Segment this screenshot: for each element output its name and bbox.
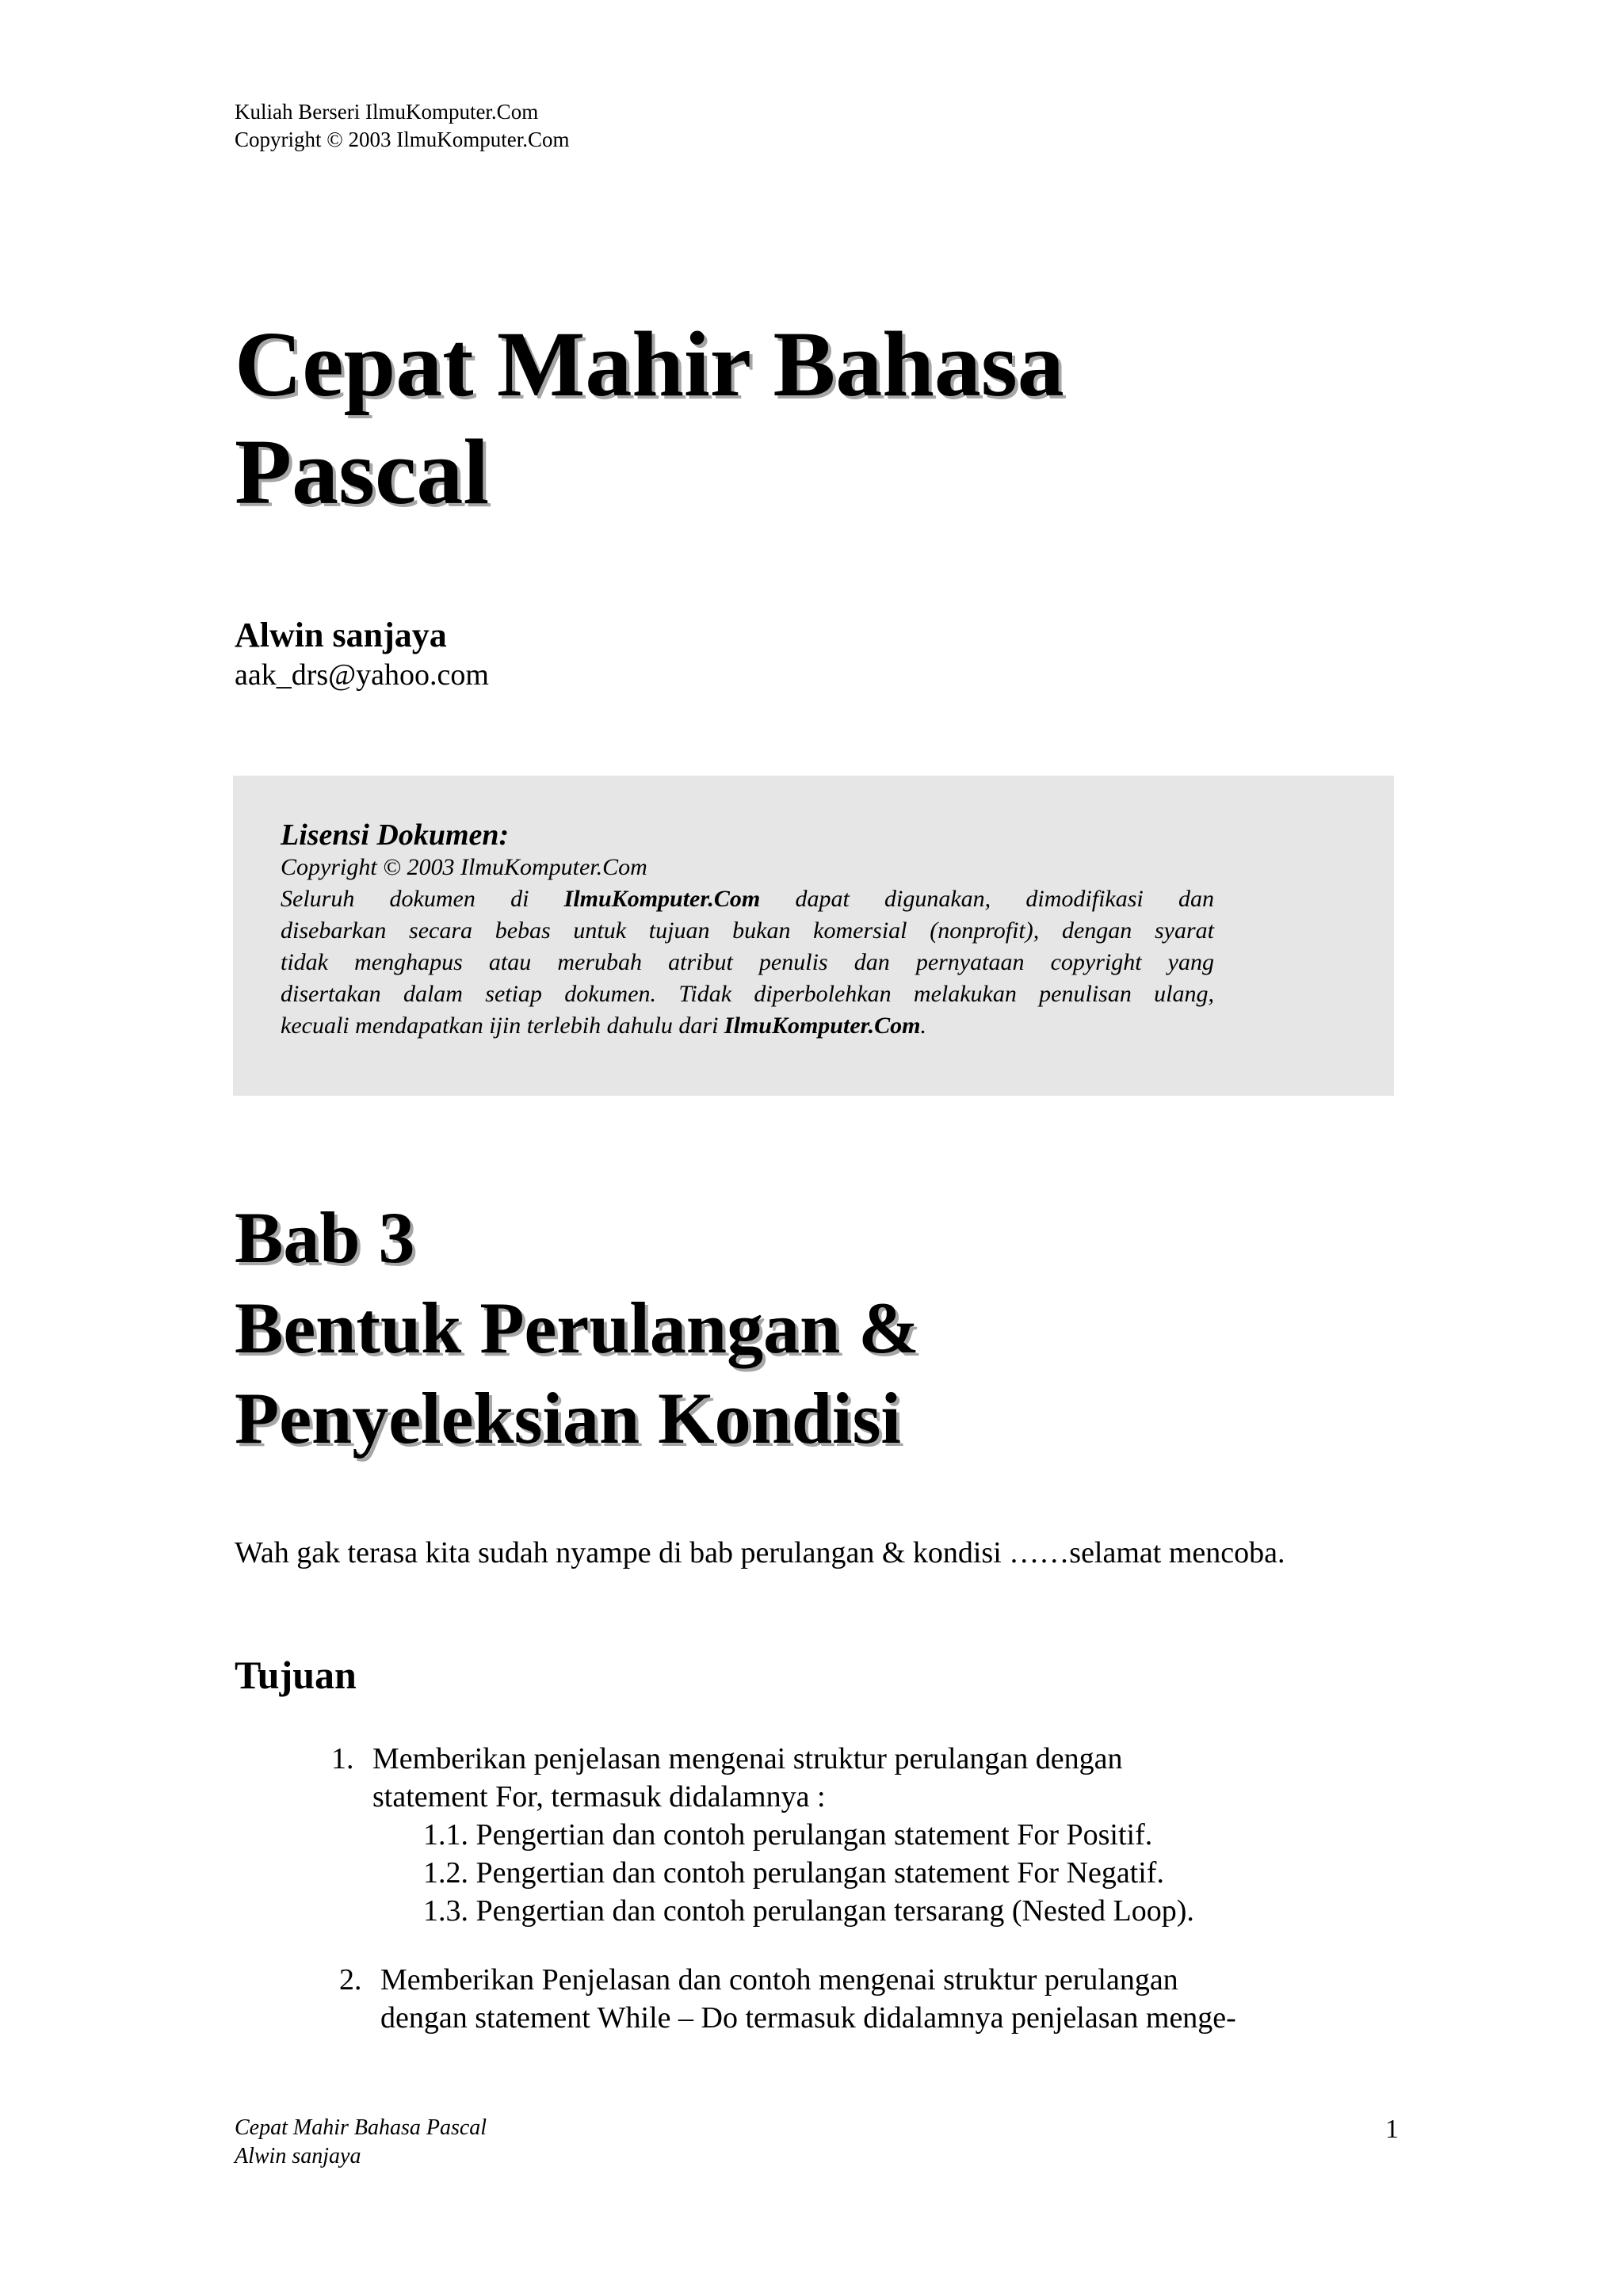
document-title <box>235 311 1064 526</box>
license-copyright: Copyright © 2003 IlmuKomputer.Com <box>281 854 647 880</box>
page-header <box>235 98 570 154</box>
list-number: 2. <box>339 1963 362 1997</box>
objective-text: Memberikan Penjelasan dan contoh mengenai struktur perulangan <box>380 1963 1178 1997</box>
author-email: aak_drs@yahoo.com <box>235 658 489 692</box>
objective-list-item <box>331 1740 1194 1930</box>
header-series-line: Kuliah Berseri IlmuKomputer.Com <box>235 100 539 124</box>
document-title-line-1: Cepat Mahir Bahasa <box>235 312 1064 416</box>
license-text-fragment: kecuali mendapatkan ijin terlebih dahulu dari <box>281 1013 719 1039</box>
objective-line <box>331 1740 1194 1778</box>
chapter-title-line-2: Penyeleksian Kondisi <box>235 1378 901 1459</box>
objective-continuation: statement For, termasuk didalamnya : <box>372 1780 826 1814</box>
intro-paragraph: Wah gak terasa kita sudah nyampe di bab perulangan & kondisi ……selamat mencoba. <box>235 1536 1285 1569</box>
objective-list-item <box>339 1961 1236 2037</box>
license-brand-name: IlmuKomputer.Com <box>563 886 761 912</box>
page-number: 1 <box>1385 2115 1399 2144</box>
page-footer <box>235 2114 487 2171</box>
license-text-line-4: disertakan dalam setiap dokumen. Tidak diperbolehkan melakukan penulisan ulang, <box>281 981 1214 1007</box>
section-heading-tujuan: Tujuan <box>235 1653 357 1697</box>
chapter-title-line-1: Bentuk Perulangan & <box>235 1287 919 1368</box>
license-text-fragment: . <box>920 1013 926 1039</box>
license-content <box>281 818 1214 1042</box>
footer-author: Alwin sanjaya <box>235 2144 361 2168</box>
license-text-fragment: dapat digunakan, dimodifikasi dan <box>795 886 1214 912</box>
header-copyright-line: Copyright © 2003 IlmuKomputer.Com <box>235 128 570 151</box>
document-title-line-2: Pascal <box>235 420 490 524</box>
license-brand-name: IlmuKomputer.Com <box>724 1013 921 1039</box>
license-text-line-1 <box>281 883 1214 915</box>
author-name: Alwin sanjaya <box>235 616 447 654</box>
list-number: 1. <box>331 1742 354 1775</box>
license-text-line-5 <box>281 1010 1214 1042</box>
license-text-line-3: tidak menghapus atau merubah atribut penulis dan pernyataan copyright yang <box>281 949 1214 975</box>
footer-document-title: Cepat Mahir Bahasa Pascal <box>235 2115 487 2140</box>
objective-text: Memberikan penjelasan mengenai struktur perulangan dengan <box>372 1742 1123 1775</box>
objective-line <box>339 1961 1236 1999</box>
license-text-line-2: disebarkan secara bebas untuk tujuan bukan komersial (nonprofit), dengan syarat <box>281 917 1214 944</box>
objective-continuation: dengan statement While – Do termasuk didalamnya penjelasan menge- <box>380 2001 1236 2035</box>
sub-objective-item: 1.3. Pengertian dan contoh perulangan tersarang (Nested Loop). <box>423 1894 1194 1928</box>
sub-objective-item: 1.2. Pengertian dan contoh perulangan statement For Negatif. <box>423 1856 1164 1890</box>
chapter-title <box>235 1192 919 1463</box>
license-text-fragment: Seluruh dokumen di <box>281 886 529 912</box>
chapter-number: Bab 3 <box>235 1197 415 1278</box>
license-box <box>233 776 1394 1096</box>
license-title: Lisensi Dokumen: <box>281 818 510 852</box>
sub-objective-item: 1.1. Pengertian dan contoh perulangan statement For Positif. <box>423 1818 1153 1852</box>
